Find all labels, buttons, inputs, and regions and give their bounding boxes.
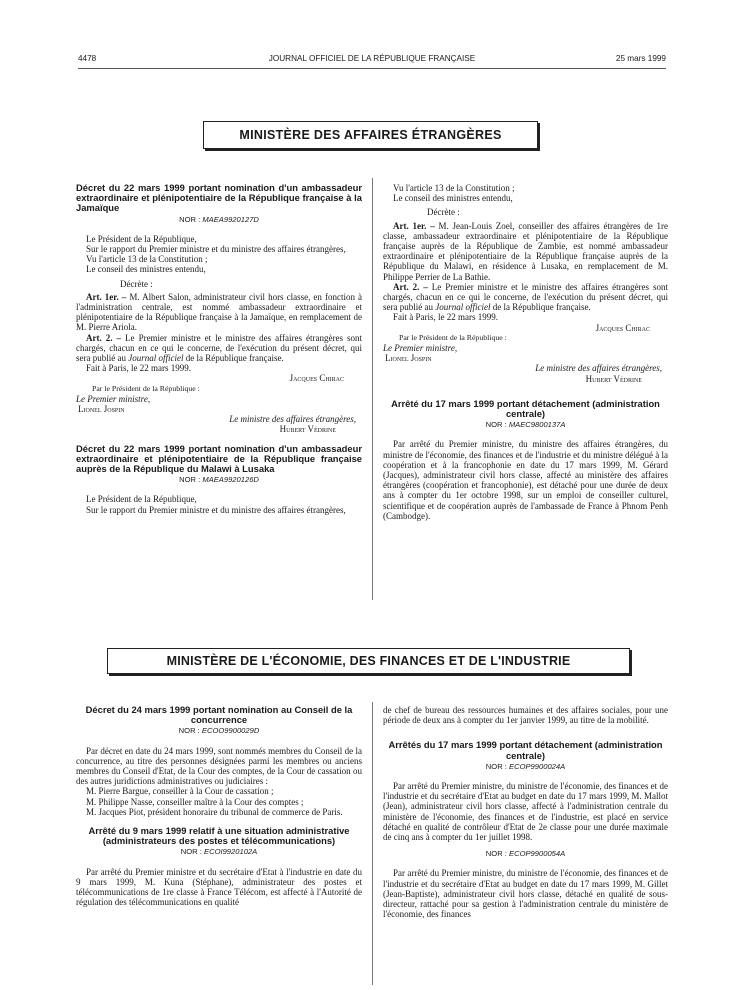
- page-header: [78, 54, 666, 69]
- column-right-bottom: [383, 705, 668, 985]
- nor-reference: NOR : MAEA9920126D: [179, 475, 259, 485]
- column-divider: [372, 178, 373, 600]
- signature-by: Par le Président de la République :: [92, 383, 200, 393]
- member-line: M. Jacques Piot, président honoraire du tribunal de commerce de Paris.: [86, 806, 343, 817]
- arrete-body: Par arrêté du Premier ministre, du ministre des affaires étrangères, du ministre de l'économie, des finances et de l'industrie et du ministre délégué à la coopération et à la francophonie en date du 17 mars 1999, M. Gérard (Jacques), administrateur civil hors classe, affecté au ministère des affaires étrangères (coopération et francophonie), est détaché pour une durée de deux ans à compter du 1er octobre 1998, sur un emploi de conseiller culturel, scientifique et de coopération auprès de l'ambassade de France à Phnom Penh (Cambodge).: [383, 439, 668, 521]
- signer-name: Jacques Chirac: [595, 322, 650, 333]
- nor-reference: NOR : ECOO9900029D: [178, 726, 260, 736]
- arrete-title: Arrêtés du 17 mars 1999 portant détachement (administration centrale): [388, 739, 663, 761]
- arrete-body-continued: de chef de bureau des ressources humaines et des affaires sociales, pour une période de deux ans à compter du 1er janvier 1999, au titre de la mobilité.: [383, 705, 668, 726]
- text-line: Sur le rapport du Premier ministre et du ministre des affaires étrangères,: [86, 504, 346, 515]
- text-line: Sur le rapport du Premier ministre et du ministre des affaires étrangères,: [86, 244, 346, 255]
- arrete-body: Par arrêté du Premier ministre, du ministre de l'économie, des finances et de l'industrie et du secrétaire d'Etat au budget en date du 17 mars 1999, M. Gillet (Jean-Baptiste), administrateur civil hors classe, détaché en qualité de sous-directeur, rattaché pour sa gestion à l'administration centrale du ministère de l'économie, des finances: [383, 868, 668, 920]
- ministry-heading-economy: MINISTÈRE DE L'ÉCONOMIE, DES FINANCES ET DE L'INDUSTRIE: [107, 648, 630, 674]
- page-number: 4478: [78, 54, 97, 63]
- minister-name: Hubert Védrine: [279, 424, 336, 435]
- decrete-line: Décrète :: [427, 207, 460, 218]
- nor-reference: NOR : ECOI9920102A: [180, 847, 258, 857]
- signer-name: Jacques Chirac: [289, 373, 344, 384]
- column-left-top: [76, 183, 362, 603]
- text-line: Vu l'article 13 de la Constitution ;: [393, 183, 515, 193]
- pm-name: Lionel Jospin: [78, 404, 125, 415]
- signature-date: Fait à Paris, le 22 mars 1999.: [393, 312, 498, 323]
- member-line: M. Philippe Nasse, conseiller maître à la Cour des comptes ;: [86, 796, 304, 807]
- ministry-heading-foreign-affairs: MINISTÈRE DES AFFAIRES ÉTRANGÈRES: [203, 121, 538, 149]
- article-2: Art. 2. – Le Premier ministre et le ministre des affaires étrangères sont chargés, chacun en ce qui le concerne, de l'exécution du présent décret, qui sera publié au Journal officiel de la République française.: [76, 332, 362, 364]
- arrete-body: Par arrêté du Premier ministre, du ministre de l'économie, des finances et de l'industrie et du secrétaire d'Etat au budget en date du 17 mars 1999, M. Mallot (Jean), administrateur civil hors classe, affecté à l'administration centrale du ministère de l'économie, des finances et de l'industrie, est placé en service détaché en qualité de contrôleur d'Etat de 2e classe pour une durée maximale de cinq ans à compter du 1er juillet 1998.: [383, 781, 668, 843]
- text-line: Le conseil des ministres entendu,: [86, 264, 206, 275]
- column-left-bottom: [76, 705, 362, 985]
- nor-reference: NOR : MAEA9920127D: [179, 214, 259, 224]
- column-right-top: [383, 183, 668, 603]
- nor-reference: NOR : ECOP9900054A: [485, 849, 566, 859]
- issue-date: 25 mars 1999: [615, 54, 666, 63]
- pm-name: Lionel Jospin: [385, 353, 432, 364]
- text-line: Le Président de la République,: [86, 494, 197, 505]
- minister-title: Le ministre des affaires étrangères,: [229, 414, 356, 425]
- arrete-title: Arrêté du 17 mars 1999 portant détachement (administration centrale): [391, 397, 660, 420]
- signature-by: Par le Président de la République :: [399, 332, 507, 342]
- decree-title: Décret du 22 mars 1999 portant nomination d'un ambassadeur extraordinaire et plénipotentiaire de la République française auprès de la République du Malawi à Lusaka: [76, 442, 362, 475]
- arrete-body: Par arrêté du Premier ministre et du secrétaire d'Etat à l'industrie en date du 9 mars 1999, M. Kuna (Stéphane), administrateur des postes et télécommunications de 1re classe à France Télécom, est affecté à l'Autorité de régulation des télécommunications en qualité: [76, 866, 362, 908]
- minister-name: Hubert Védrine: [585, 373, 642, 384]
- text-line: Le Président de la République,: [86, 233, 197, 244]
- column-divider: [372, 702, 373, 985]
- decree-body: Par décret en date du 24 mars 1999, sont nommés membres du Conseil de la concurrence, au titre des personnes désignées parmi les membres ou anciens membres du Conseil d'Etat, de la Cour des comptes, de la Cour de cassation ou des autres juridictions administratives ou judiciaires :: [76, 745, 362, 787]
- nor-reference: NOR : MAEC9800137A: [485, 420, 566, 430]
- nor-reference: NOR : ECOP9900024A: [485, 761, 566, 771]
- arrete-title: Arrêté du 9 mars 1999 relatif à une situation administrative (administrateurs des postes et télécommunications): [88, 825, 350, 847]
- pm-title: Le Premier ministre,: [383, 343, 458, 354]
- minister-title: Le ministre des affaires étrangères,: [535, 363, 662, 374]
- article-1: Art. 1er. – M. Jean-Louis Zoel, conseiller des affaires étrangères de 1re classe, ambassadeur extraordinaire et plénipotentiaire de la République française auprès de la République de Zambie, est nommé ambassadeur extraordinaire et plénipotentiaire de la République française auprès de la République du Malawi, en résidence à Lusaka, en remplacement de M. Philippe Perrier de La Bathie.: [383, 220, 668, 282]
- decree-title: Décret du 22 mars 1999 portant nomination d'un ambassadeur extraordinaire et plénipotentiaire de la République française à la Jamaïque: [76, 183, 362, 214]
- journal-title: JOURNAL OFFICIEL DE LA RÉPUBLIQUE FRANÇAISE: [268, 54, 476, 63]
- decree-title: Décret du 24 mars 1999 portant nomination au Conseil de la concurrence: [85, 705, 353, 726]
- pm-title: Le Premier ministre,: [76, 393, 151, 404]
- member-line: M. Pierre Bargue, conseiller à la Cour de cassation ;: [86, 786, 274, 797]
- article-2: Art. 2. – Le Premier ministre et le ministre des affaires étrangères sont chargés, chacun en ce qui le concerne, de l'exécution du présent décret, qui sera publié au Journal officiel de la République française.: [383, 281, 668, 313]
- text-line: Vu l'article 13 de la Constitution ;: [86, 254, 208, 265]
- signature-date: Fait à Paris, le 22 mars 1999.: [86, 363, 191, 374]
- article-1: Art. 1er. – M. Albert Salon, administrateur civil hors classe, en fonction à l'administration centrale, est nommé ambassadeur extraordinaire et plénipotentiaire de la République française à la Jamaïque, en remplacement de M. Pierre Ariola.: [76, 291, 362, 333]
- decrete-line: Décrète :: [120, 278, 153, 289]
- text-line: Le conseil des ministres entendu,: [393, 193, 513, 204]
